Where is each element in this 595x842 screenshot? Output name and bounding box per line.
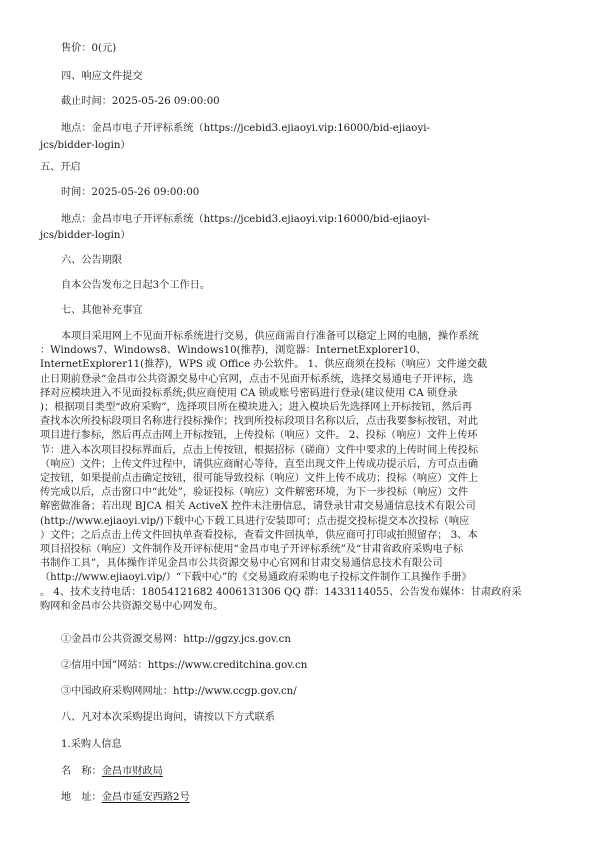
other-details-line: 本项目采用网上不见面开标系统进行交易，供应商需自行准备可以稳定上网的电脑，操作系统 [61,331,479,342]
purchaser-address-row [61,791,190,804]
name-label: 名 称： [61,766,102,777]
open-location-line-2: jcs/bidder-login） [40,230,131,241]
open-time: 时间：2025-05-26 09:00:00 [61,187,200,198]
other-details-line: （http://www.ejiaoyi.vip/）“下载中心”的《交易通政府采购电子投标文件制作工具操作手册》 [40,572,472,584]
inquiry-heading: 八、凡对本次采购提出询问，请按以下方式联系 [61,712,275,723]
address-label: 地 址： [61,792,102,803]
other-details-line: 项目进行参标，然后再点击网上开标按钮，上传投标（响应）文件。 2、投标（响应）文件上传环 [40,430,478,442]
other-details-line: ）文件；之后点击上传文件回执单查看投标，查看文件回执单，供应商可打印或拍照留存； 3、本 [40,529,478,541]
price-line: 售价：0(元) [61,43,117,54]
other-details-line: 止日期前登录“金昌市公共资源交易中心官网，点击不见面开标系统，选择交易通电子开评标，选 [40,373,474,385]
other-details-line: （响应）文件；上传文件过程中，请供应商耐心等待，直至出现文件上传成功提示后，方可点击确 [40,458,479,470]
site-ggzy: ①金昌市公共资源交易网：http://ggzy.jcs.gov.cn [61,634,291,645]
other-details-line: 项目招投标（响应）文件制作及开评标使用“金昌市电子开评标系统”及“甘肃省政府采购电子标 [40,544,464,555]
submit-heading: 四、响应文件提交 [61,71,143,82]
other-details-line: 择对应模块进入不见面投标系统;供应商使用 CA 锁或账号密码进行登录(建议使用 CA 锁登录 [40,387,458,399]
other-details-line: 解密做准备；若出现 BJCA 相关 ActiveX 控件未注册信息，请登录甘肃交易通信息技术有限公司 [40,501,476,513]
period-heading: 六、公告期限 [61,255,123,266]
open-heading: 五、开启 [40,162,81,173]
purchaser-name-row [61,765,163,778]
purchaser-name-value: 金昌市财政局 [101,766,163,777]
other-details-line: 购网和金昌市公共资源交易中心网发布。 [40,600,224,612]
other-details-line: 定按钮，如果提前点击确定按钮，很可能导致投标（响应）文件上传不成功；投标（响应）文件上 [40,473,479,484]
purchaser-heading: 1.采购人信息 [61,739,122,750]
site-ccgp: ③中国政府采购网网址：http://www.ccgp.gov.cn/ [61,686,297,697]
submit-deadline: 截止时间：2025-05-26 09:00:00 [61,96,220,107]
open-location-line-1: 地点：金昌市电子开评标系统（https://jcebid3.ejiaoyi.vip:16000/bid-ejiaoyi- [61,214,430,225]
other-details-line: ：Windows7、Windows8、Windows10(推荐)，浏览器：InternetExplorer10、 [40,345,427,357]
other-details-line: InternetExplorer11(推荐)，WPS 或 Office 办公软件。 1、供应商须在投标（响应）文件递交截 [40,359,488,371]
other-details-line: )；根据项目类型“政府采购”，选择项目所在模块进入；进入模块后先选择网上开标按钮，然后再 [40,402,473,413]
other-heading: 七、其他补充事宜 [61,305,143,316]
other-details-line: 。 4、技术支持电话：18054121682 4006131306 QQ 群：1433114055、公告发布媒体：甘肃政府采 [40,586,522,598]
period-text: 自本公告发布之日起3个工作日。 [61,280,211,291]
site-creditchina: ②信用中国”网站：https://www.creditchina.gov.cn [61,660,308,671]
other-details-line: 查找本次所投标段项目名称进行投标操作；找到所投标段项目名称以后，点击我要参标按钮，对此 [40,416,479,428]
other-details-line: (http://www.ejiaoyi.vip/)下载中心下载工具进行安装即可；点击提交投标提交本次投标（响应 [40,515,470,527]
submit-location-line-2: jcs/bidder-login） [40,140,131,151]
other-details-line: 传完成以后，点击窗口中“此处”，验证投标（响应）文件解密环境，为下一步投标（响应）文件 [40,487,469,499]
other-details-line: 书制作工具”，具体操作详见金昌市公共资源交易中心官网和甘肃交易通信息技术有限公司 [40,558,443,570]
other-details-line: 节：进入本次项目投标界面后，点击上传按钮，根据招标（磋商）文件中要求的上传时间上传投标 [40,444,479,456]
purchaser-address-value: 金昌市延安西路2号 [101,792,190,803]
submit-location-line-1: 地点：金昌市电子开评标系统（https://jcebid3.ejiaoyi.vip:16000/bid-ejiaoyi- [61,123,430,134]
